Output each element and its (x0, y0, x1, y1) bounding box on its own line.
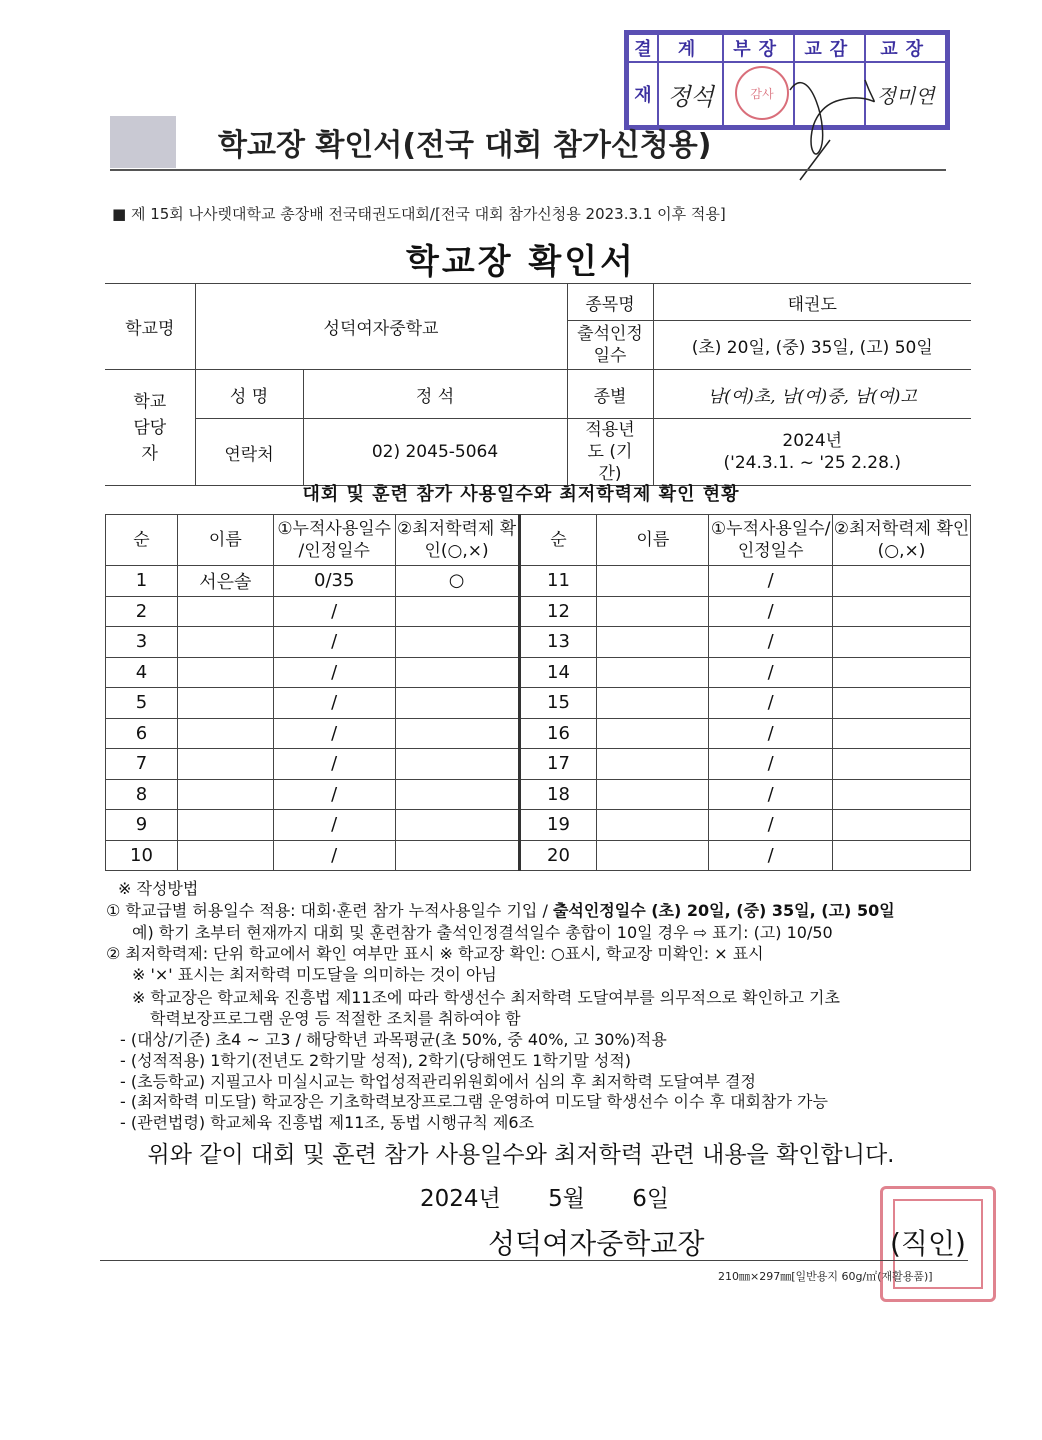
signature-staff: 정석 (667, 82, 714, 111)
header-days-2: ①누적사용일수/ 인정일수 (709, 515, 833, 566)
header-check-2: ②최저학력제 확인(○,×) (833, 515, 971, 566)
note-4: ※ 학교장은 학교체육 진흥법 제11조에 따라 학생선수 최저학력 도달여부를 의무적으로 확인하고 기초 (132, 988, 840, 1007)
row-name (177, 657, 273, 688)
date-month: 5월 (548, 1186, 585, 1212)
row-no-2: 15 (519, 688, 597, 719)
school-label: 학교명 (105, 284, 195, 370)
table-row (106, 749, 971, 780)
row-name-2 (597, 657, 709, 688)
row-name-2 (597, 688, 709, 719)
row-check (395, 657, 519, 688)
row-days-2: / (709, 779, 833, 810)
row-check (395, 688, 519, 719)
row-check-2 (833, 596, 971, 627)
row-no: 7 (106, 749, 178, 780)
usage-rows (106, 566, 971, 871)
row-name: 서은솔 (177, 566, 273, 597)
sport-label: 종목명 (567, 284, 653, 321)
row-check: ○ (395, 566, 519, 597)
row-days-2: / (709, 718, 833, 749)
date-day: 6일 (632, 1186, 670, 1212)
gender-value: 남(여)초, 남(여)중, 남(여)고 (653, 370, 971, 419)
row-no: 4 (106, 657, 178, 688)
row-days-2: / (709, 627, 833, 658)
row-days: / (273, 779, 395, 810)
approval-header-staff: 계 (658, 34, 723, 62)
row-days-2: / (709, 840, 833, 871)
header-no-2: 순 (519, 515, 597, 566)
row-days: 0/35 (273, 566, 395, 597)
signature-principal: 정미연 (876, 83, 935, 108)
table-row (106, 688, 971, 719)
row-name-2 (597, 779, 709, 810)
row-no: 1 (106, 566, 178, 597)
row-no: 6 (106, 718, 178, 749)
row-check (395, 749, 519, 780)
row-days-2: / (709, 596, 833, 627)
contact-value: 02) 2045-5064 (303, 419, 567, 486)
header-title: 학교장 확인서(전국 대회 참가신청용) (218, 128, 712, 163)
row-no-2: 20 (519, 840, 597, 871)
approval-stamp: 감사 (735, 66, 789, 120)
signing-date (420, 1180, 709, 1213)
usage-table (105, 514, 971, 871)
row-check-2 (833, 718, 971, 749)
date-year: 2024년 (420, 1186, 501, 1212)
row-check-2 (833, 627, 971, 658)
row-days: / (273, 810, 395, 841)
year-cell (653, 419, 971, 486)
row-check-2 (833, 566, 971, 597)
year-label: 적용년도 (기간) (567, 419, 653, 486)
table-row (106, 566, 971, 597)
row-name (177, 688, 273, 719)
row-check-2 (833, 749, 971, 780)
row-name-2 (597, 749, 709, 780)
row-no: 2 (106, 596, 178, 627)
row-check-2 (833, 688, 971, 719)
row-name (177, 596, 273, 627)
row-name-2 (597, 840, 709, 871)
name-label: 성 명 (195, 370, 303, 419)
seal-label: (직인) (890, 1227, 966, 1260)
row-no: 9 (106, 810, 178, 841)
row-no-2: 13 (519, 627, 597, 658)
row-check (395, 718, 519, 749)
row-no: 5 (106, 688, 178, 719)
row-no: 8 (106, 779, 178, 810)
note-8: - (초등학교) 지필고사 미실시교는 학업성적관리위원회에서 심의 후 최저학력 도달여부 결정 (120, 1072, 756, 1091)
note-3: ※ '×' 표시는 최저학력 미도달을 의미하는 것이 아님 (132, 965, 497, 984)
header-no: 순 (106, 515, 178, 566)
table-row (106, 779, 971, 810)
year-value: 2024년 (782, 431, 843, 451)
table-row (106, 657, 971, 688)
row-days: / (273, 596, 395, 627)
note-7: - (성적적용) 1학기(전년도 2학기말 성적), 2학기(당해연도 1학기말 성적) (120, 1051, 632, 1070)
attendance-label: 출석인정 일수 (567, 321, 653, 370)
approval-header-vice: 교감 (794, 34, 865, 62)
info-table (105, 283, 971, 486)
note-10: - (관련법령) 학교체육 진흥법 제11조, 동법 시행규칙 제6조 (120, 1113, 535, 1132)
principal-title: 성덕여자중학교장 (488, 1227, 705, 1260)
staff-label: 학교 담당자 (105, 370, 195, 486)
row-days: / (273, 657, 395, 688)
approval-side-label-top: 결 (628, 34, 658, 62)
row-check-2 (833, 810, 971, 841)
row-days-2: / (709, 657, 833, 688)
notes-title: ※ 작성방법 (118, 879, 199, 898)
table-row (106, 840, 971, 871)
table-row (106, 596, 971, 627)
row-name-2 (597, 718, 709, 749)
row-name-2 (597, 566, 709, 597)
row-check (395, 840, 519, 871)
row-check-2 (833, 657, 971, 688)
contact-label: 연락처 (195, 419, 303, 486)
document-title: 학교장 확인서 (406, 242, 636, 282)
row-no-2: 19 (519, 810, 597, 841)
paper-spec: 210㎜×297㎜[일반용지 60g/㎡(재활용품)] (718, 1270, 933, 1283)
row-days: / (273, 718, 395, 749)
approval-side-label-bottom: 재 (628, 62, 658, 126)
attendance-value: (초) 20일, (중) 35일, (고) 50일 (653, 321, 971, 370)
row-days-2: / (709, 566, 833, 597)
row-name (177, 840, 273, 871)
row-no-2: 11 (519, 566, 597, 597)
row-name-2 (597, 596, 709, 627)
table-row (106, 810, 971, 841)
header-divider (110, 169, 946, 171)
confirmation-text: 위와 같이 대회 및 훈련 참가 사용일수와 최저학력 관련 내용을 확인합니다. (147, 1142, 895, 1168)
name-value: 정 석 (303, 370, 567, 419)
row-no-2: 12 (519, 596, 597, 627)
note-9: - (최저학력 미도달) 학교장은 기초학력보장프로그램 운영하여 미도달 학생선수 이수 후 대회참가 가능 (120, 1092, 828, 1111)
note-6: - (대상/기준) 초4 ~ 고3 / 해당학년 과목평균(초 50%, 중 40%, 고 30%)적용 (120, 1030, 667, 1049)
row-check (395, 779, 519, 810)
row-no-2: 16 (519, 718, 597, 749)
header-days: ①누적사용일수 /인정일수 (273, 515, 395, 566)
header-decoration-bar (110, 116, 176, 168)
note-1-example: 예) 학기 초부터 현재까지 대회 및 훈련참가 출석인정결석일수 총합이 10일 경우 ⇨ 표기: (고) 10/50 (132, 923, 833, 942)
approval-header-dept: 부장 (723, 34, 794, 62)
school-value: 성덕여자중학교 (195, 284, 567, 370)
header-name-2: 이름 (597, 515, 709, 566)
sport-value: 태권도 (653, 284, 971, 321)
row-name (177, 627, 273, 658)
row-name (177, 749, 273, 780)
row-name (177, 779, 273, 810)
approval-header-principal: 교장 (865, 34, 946, 62)
row-check (395, 627, 519, 658)
note-1-bold: 출석인정일수 (초) 20일, (중) 35일, (고) 50일 (552, 901, 895, 920)
note-1 (106, 898, 895, 921)
table-row (106, 627, 971, 658)
row-check-2 (833, 840, 971, 871)
row-days: / (273, 749, 395, 780)
row-days-2: / (709, 749, 833, 780)
row-name (177, 718, 273, 749)
year-range: ('24.3.1. ~ '25 2.28.) (723, 453, 901, 473)
row-no-2: 18 (519, 779, 597, 810)
row-name (177, 810, 273, 841)
bottom-divider (100, 1260, 968, 1261)
row-no: 10 (106, 840, 178, 871)
row-days-2: / (709, 810, 833, 841)
row-days: / (273, 688, 395, 719)
row-no: 3 (106, 627, 178, 658)
row-name-2 (597, 810, 709, 841)
table-row (106, 718, 971, 749)
row-name-2 (597, 627, 709, 658)
row-days: / (273, 627, 395, 658)
gender-label: 종별 (567, 370, 653, 419)
event-notice: ■ 제 15회 나사렛대학교 총장배 전국태권도대회/[전국 대회 참가신청용 2023.3.1 이후 적용] (112, 205, 726, 223)
row-days-2: / (709, 688, 833, 719)
row-check (395, 596, 519, 627)
note-2: ② 최저학력제: 단위 학교에서 확인 여부만 표시 ※ 학교장 확인: ○표시, 학교장 미확인: × 표시 (106, 944, 764, 963)
note-1-text: ① 학교급별 허용일수 적용: 대회·훈련 참가 누적사용일수 기입 / (106, 901, 553, 920)
header-name: 이름 (177, 515, 273, 566)
section-title: 대회 및 훈련 참가 사용일수와 최저학력제 확인 현황 (302, 484, 740, 505)
row-check (395, 810, 519, 841)
row-no-2: 17 (519, 749, 597, 780)
header-check: ②최저학력제 확인(○,×) (395, 515, 519, 566)
row-no-2: 14 (519, 657, 597, 688)
note-5: 학력보장프로그램 운영 등 적절한 조치를 취하여야 함 (150, 1009, 521, 1028)
row-days: / (273, 840, 395, 871)
row-check-2 (833, 779, 971, 810)
